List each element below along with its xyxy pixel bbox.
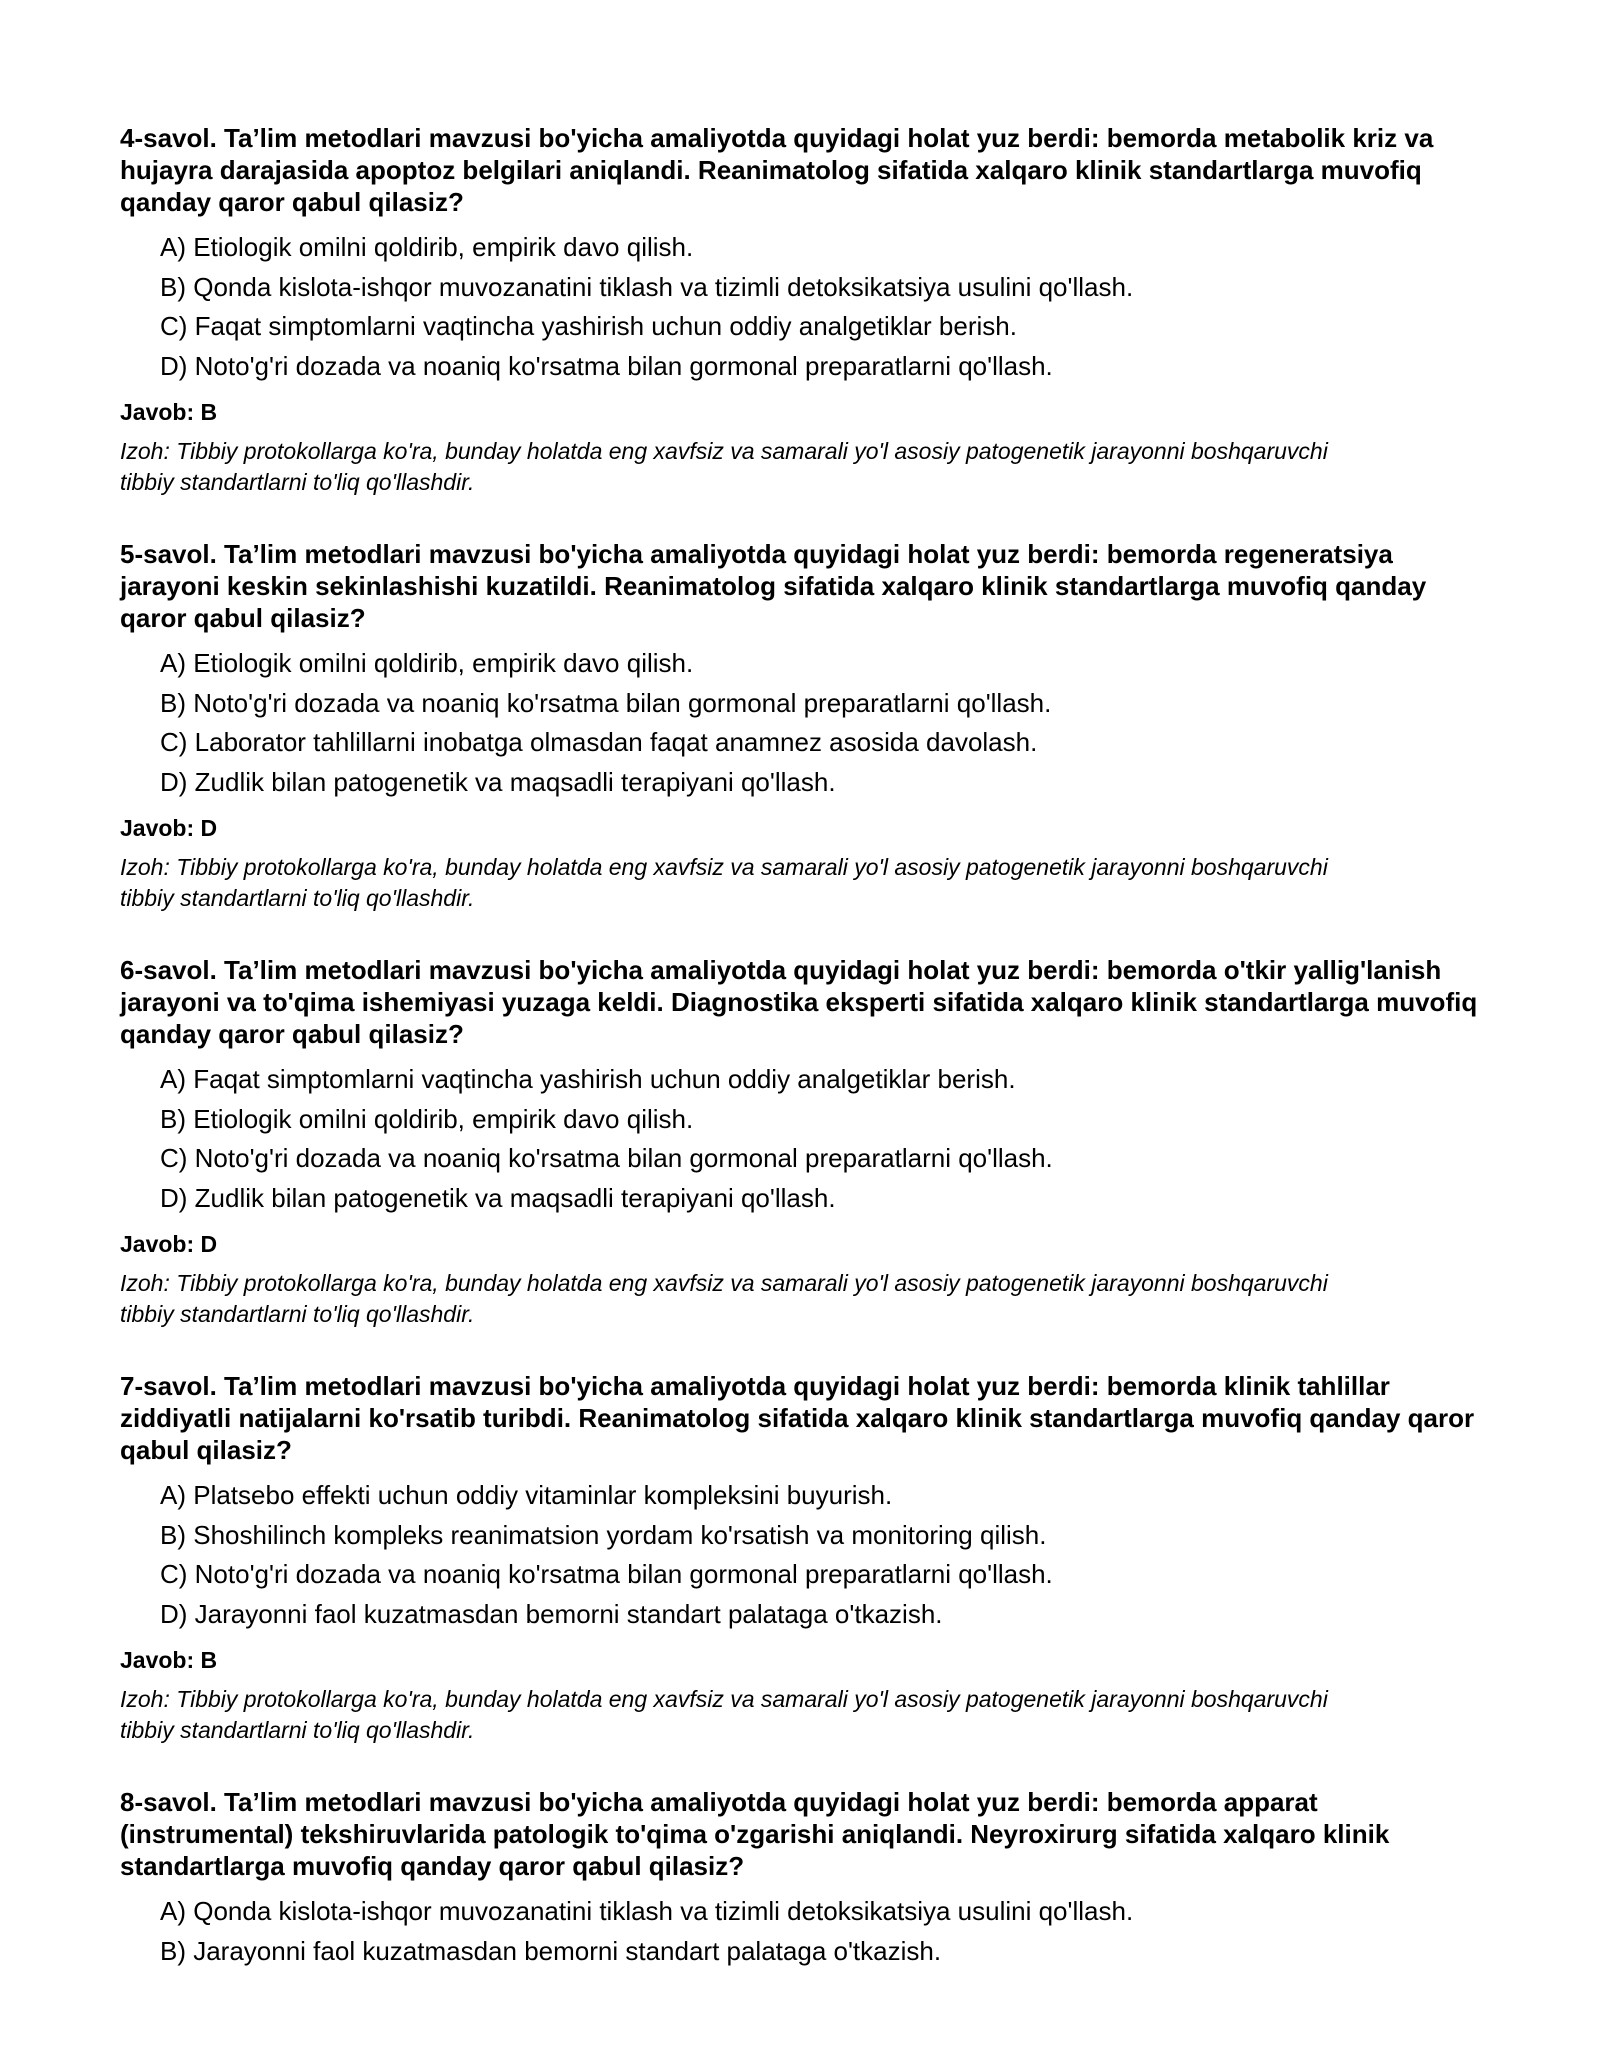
options-list <box>120 1892 1490 1971</box>
option-b: B) Jarayonni faol kuzatmasdan bemorni standart palataga o'tkazish. <box>160 1935 942 1966</box>
question-4 <box>120 122 1490 498</box>
answer: Javob: D <box>120 815 218 841</box>
explanation-note: Izoh: Tibbiy protokollarga ko'ra, bunday holatda eng xavfsiz va samarali yo'l asosiy patogenetik jarayonni boshqaruvchi tibbiy standartlarni to'liq qo'llashdir. <box>120 854 1328 911</box>
option-d: D) Noto'g'ri dozada va noaniq ko'rsatma bilan gormonal preparatlarni qo'llash. <box>160 350 1053 381</box>
options-list <box>120 1060 1490 1218</box>
document-page <box>120 122 1490 2011</box>
options-list <box>120 1476 1490 1634</box>
answer: Javob: B <box>120 399 218 425</box>
question-title: 7-savol. Ta’lim metodlari mavzusi bo'yicha amaliyotda quyidagi holat yuz berdi: bemorda klinik tahlillar ziddiyatli natijalarni ko'rsatib turibdi. Reanimatolog sifatida xalqaro klinik standartlarga muvofiq qanday qaror qabul qilasiz? <box>120 1371 1475 1465</box>
option-b: B) Etiologik omilni qoldirib, empirik davo qilish. <box>160 1103 694 1134</box>
answer: Javob: B <box>120 1647 218 1673</box>
option-c: C) Noto'g'ri dozada va noaniq ko'rsatma bilan gormonal preparatlarni qo'llash. <box>160 1143 1053 1173</box>
question-5 <box>120 538 1490 914</box>
option-d: D) Zudlik bilan patogenetik va maqsadli terapiyani qo'llash. <box>160 1182 836 1213</box>
option-a: A) Platsebo effekti uchun oddiy vitaminlar kompleksini buyurish. <box>160 1480 893 1510</box>
question-title: 6-savol. Ta’lim metodlari mavzusi bo'yicha amaliyotda quyidagi holat yuz berdi: bemorda o'tkir yallig'lanish jarayoni va to'qima ishemiyasi yuzaga keldi. Diagnostika eksperti sifatida xalqaro klinik standartlarga muvofiq qanday qaror qabul qilasiz? <box>120 955 1478 1049</box>
explanation-note: Izoh: Tibbiy protokollarga ko'ra, bunday holatda eng xavfsiz va samarali yo'l asosiy patogenetik jarayonni boshqaruvchi tibbiy standartlarni to'liq qo'llashdir. <box>120 438 1328 495</box>
question-title: 8-savol. Ta’lim metodlari mavzusi bo'yicha amaliyotda quyidagi holat yuz berdi: bemorda apparat (instrumental) tekshiruvlarida patologik to'qima o'zgarishi aniqlandi. Neyroxirurg sifatida xalqaro klinik standartlarga muvofiq qanday qaror qabul qilasiz? <box>120 1787 1390 1881</box>
option-d: D) Zudlik bilan patogenetik va maqsadli terapiyani qo'llash. <box>160 766 836 797</box>
question-7 <box>120 1370 1490 1746</box>
option-c: C) Faqat simptomlarni vaqtincha yashirish uchun oddiy analgetiklar berish. <box>160 311 1017 341</box>
option-a: A) Etiologik omilni qoldirib, empirik davo qilish. <box>160 232 694 262</box>
explanation-note: Izoh: Tibbiy protokollarga ko'ra, bunday holatda eng xavfsiz va samarali yo'l asosiy patogenetik jarayonni boshqaruvchi tibbiy standartlarni to'liq qo'llashdir. <box>120 1270 1328 1327</box>
option-b: B) Shoshilinch kompleks reanimatsion yordam ko'rsatish va monitoring qilish. <box>160 1519 1047 1550</box>
option-a: A) Etiologik omilni qoldirib, empirik davo qilish. <box>160 648 694 678</box>
option-c: C) Noto'g'ri dozada va noaniq ko'rsatma bilan gormonal preparatlarni qo'llash. <box>160 1559 1053 1589</box>
option-a: A) Faqat simptomlarni vaqtincha yashirish uchun oddiy analgetiklar berish. <box>160 1064 1016 1094</box>
option-d: D) Jarayonni faol kuzatmasdan bemorni standart palataga o'tkazish. <box>160 1598 943 1629</box>
option-b: B) Noto'g'ri dozada va noaniq ko'rsatma bilan gormonal preparatlarni qo'llash. <box>160 687 1052 718</box>
explanation-note: Izoh: Tibbiy protokollarga ko'ra, bunday holatda eng xavfsiz va samarali yo'l asosiy patogenetik jarayonni boshqaruvchi tibbiy standartlarni to'liq qo'llashdir. <box>120 1686 1328 1743</box>
option-c: C) Laborator tahlillarni inobatga olmasdan faqat anamnez asosida davolash. <box>160 727 1038 757</box>
question-8 <box>120 1786 1490 1971</box>
options-list <box>120 644 1490 802</box>
question-title: 5-savol. Ta’lim metodlari mavzusi bo'yicha amaliyotda quyidagi holat yuz berdi: bemorda regeneratsiya jarayoni keskin sekinlashishi kuzatildi. Reanimatolog sifatida xalqaro klinik standartlarga muvofiq qanday qaror qabul qilasiz? <box>120 539 1427 633</box>
question-title: 4-savol. Ta’lim metodlari mavzusi bo'yicha amaliyotda quyidagi holat yuz berdi: bemorda metabolik kriz va hujayra darajasida apoptoz belgilari aniqlandi. Reanimatolog sifatida xalqaro klinik standartlarga muvofiq qanday qaror qabul qilasiz? <box>120 123 1434 217</box>
option-a: A) Qonda kislota-ishqor muvozanatini tiklash va tizimli detoksikatsiya usulini qo'llash. <box>160 1896 1134 1926</box>
options-list <box>120 228 1490 386</box>
option-b: B) Qonda kislota-ishqor muvozanatini tiklash va tizimli detoksikatsiya usulini qo'llash. <box>160 271 1134 302</box>
answer: Javob: D <box>120 1231 218 1257</box>
question-6 <box>120 954 1490 1330</box>
